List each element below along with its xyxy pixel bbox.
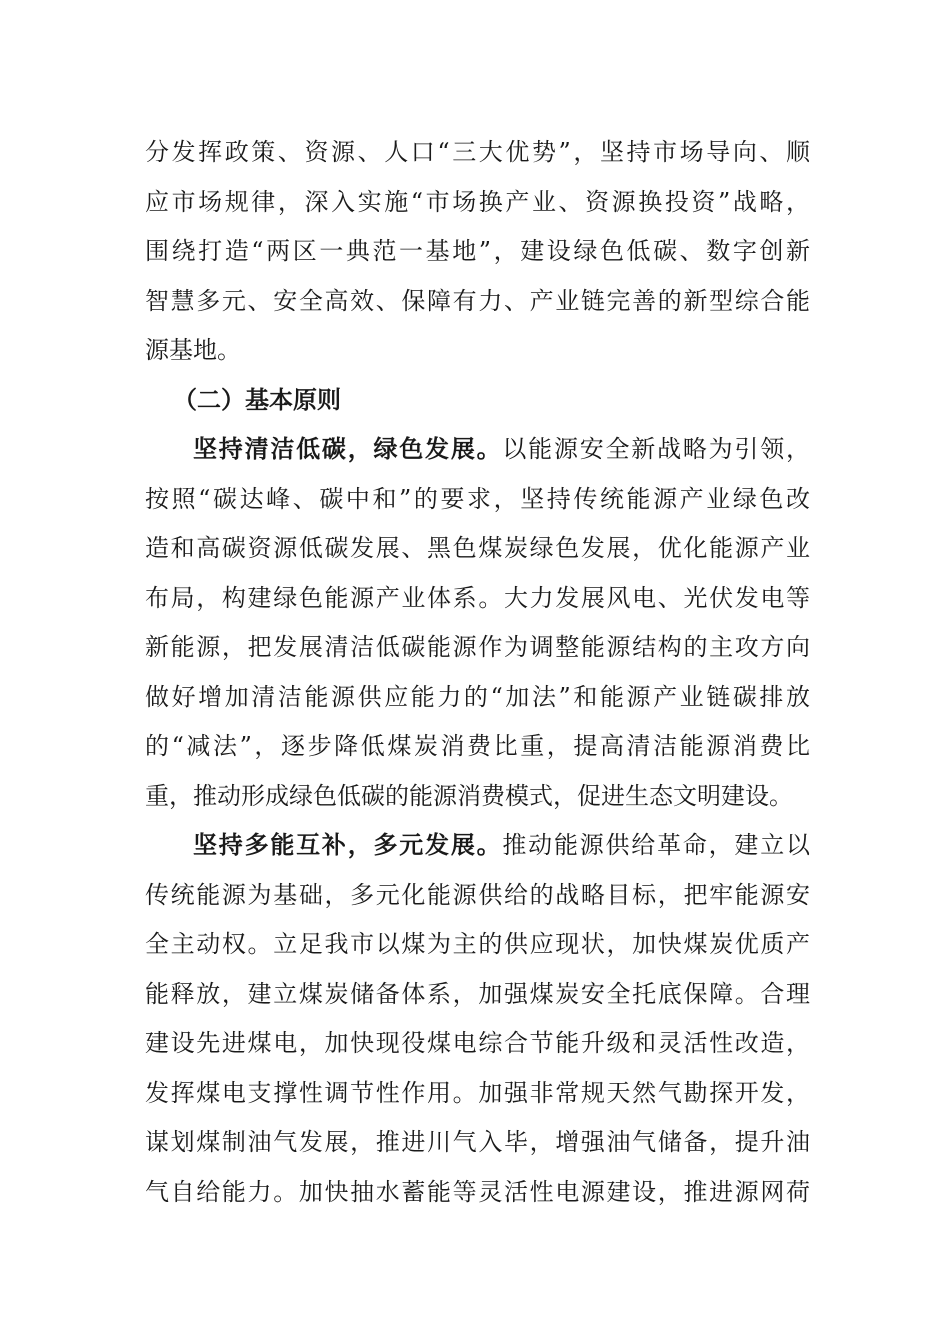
section-heading: （二）基本原则: [173, 385, 341, 414]
principle-1-lead: 坚持清洁低碳，绿色发展。: [193, 435, 503, 463]
text-line: 全主动权。立足我市以煤为主的供应现状，加快煤炭优质产: [145, 930, 810, 958]
text-line: [145, 821, 810, 871]
document-body: [145, 128, 810, 1217]
text-line: 智慧多元、安全高效、保障有力、产业链完善的新型综合能: [145, 286, 810, 315]
text-line: 建设先进煤电，加快现役煤电综合节能升级和灵活性改造，: [145, 1029, 810, 1057]
text-line: 的“减法”，逐步降低煤炭消费比重，提高清洁能源消费比: [145, 732, 810, 760]
text-line: [145, 425, 810, 475]
text-line: 造和高碳资源低碳发展、黑色煤炭绿色发展，优化能源产业: [145, 534, 810, 562]
text-line: 传统能源为基础，多元化能源供给的战略目标，把牢能源安: [145, 880, 810, 909]
text-line: 分发挥政策、资源、人口“三大优势”，坚持市场导向、顺: [145, 138, 810, 166]
principle-1-first-line: 以能源安全新战略为引领，: [502, 435, 810, 463]
principle-2-first-line: 推动能源供给革命，建立以: [502, 831, 810, 859]
principle-2-paragraph: [145, 821, 810, 1217]
text-line: 谋划煤制油气发展，推进川气入毕，增强油气储备，提升油: [145, 1128, 810, 1156]
text-line: 按照“碳达峰、碳中和”的要求，坚持传统能源产业绿色改: [145, 484, 810, 513]
text-line: 新能源，把发展清洁低碳能源作为调整能源结构的主攻方向: [145, 633, 810, 661]
text-line: 做好增加清洁能源供应能力的“加法”和能源产业链碳排放: [145, 682, 810, 711]
text-line: 发挥煤电支撑性调节性作用。加强非常规天然气勘探开发，: [145, 1078, 810, 1107]
text-line: 布局，构建绿色能源产业体系。大力发展风电、光伏发电等: [145, 583, 810, 612]
text-line: 重，推动形成绿色低碳的能源消费模式，促进生态文明建设。: [145, 781, 793, 810]
principle-2-lead: 坚持多能互补，多元发展。: [193, 831, 503, 859]
text-line: 能释放，建立煤炭储备体系，加强煤炭安全托底保障。合理: [145, 979, 810, 1008]
text-line: 围绕打造“两区一典范一基地”，建设绿色低碳、数字创新: [145, 237, 810, 265]
text-line: 应市场规律，深入实施“市场换产业、资源换投资”战略，: [145, 187, 810, 216]
intro-paragraph-end: [145, 128, 810, 376]
text-line: 源基地。: [145, 336, 241, 364]
principle-1-paragraph: [145, 425, 810, 821]
text-line: 气自给能力。加快抽水蓄能等灵活性电源建设，推进源网荷: [145, 1177, 810, 1206]
